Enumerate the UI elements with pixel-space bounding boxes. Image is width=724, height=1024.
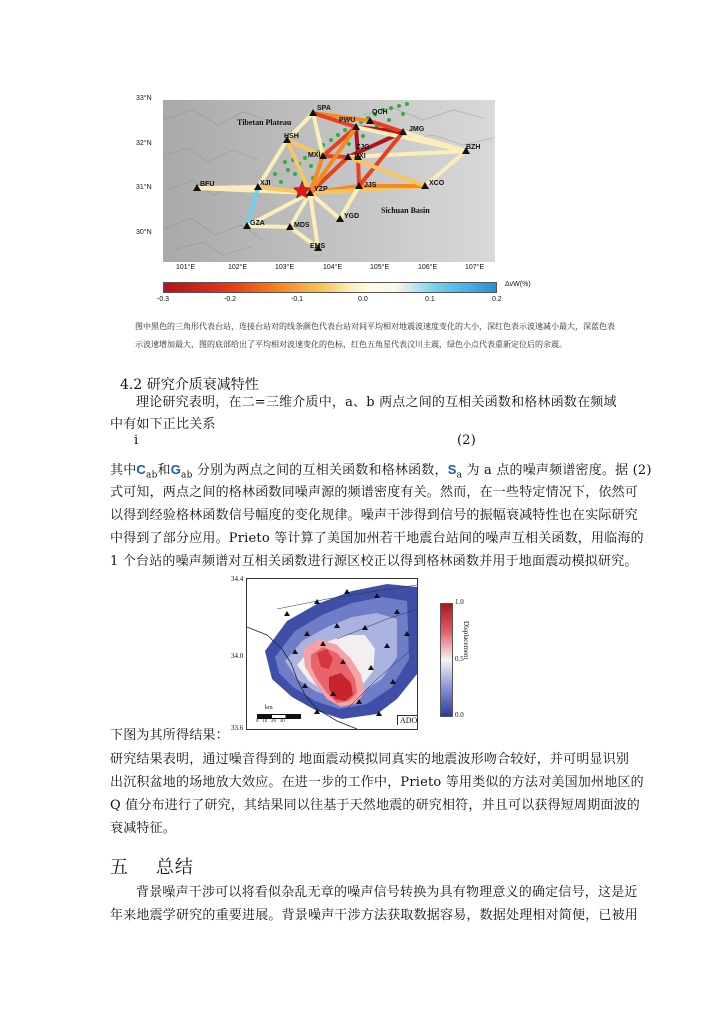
equation-placeholder: i (134, 433, 139, 448)
paragraph-line: 中得到了部分应用。Prieto 等计算了美国加州若干地震台站间的噪声互相关函数，用临海的 (110, 531, 644, 546)
station-label: SPA (317, 105, 331, 112)
lon-label: 103°E (275, 264, 295, 271)
lat-label: 34.0 (231, 652, 244, 660)
station-label: XJI (260, 180, 271, 187)
station-label: BFU (200, 181, 215, 188)
figure-1-caption: 图中黑色的三角形代表台站，连接台站对的线条颜色代表台站对间平均相对地震波速度变化的大小，深红色表示波速减小最大，深蓝色表示波速增加最大，图的底部给出了平均相对波速变化的色标，红色五角星代表汶川主震，绿色小点代表重新定位后的余震。 (135, 322, 615, 349)
paragraph-line: 以得到经验格林函数信号幅度的变化规律。噪声干涉得到信号的振幅衰减特性也在实际研究 (110, 508, 639, 523)
station-label: MDS (294, 222, 310, 229)
colorbar-unit: ΔvW(%) (505, 281, 531, 288)
section-heading: 4.2 研究介质衰减特性 (120, 377, 259, 393)
lon-label: 107°E (465, 264, 485, 271)
station-label-ado: ADO (397, 715, 418, 725)
colorbar-tick: -0.3 (157, 296, 170, 303)
text-run: 其中 (110, 463, 137, 478)
colorbar-tick: 0.5 (455, 655, 464, 663)
station-label: EMS (310, 243, 326, 250)
lon-label: 105°E (370, 264, 390, 271)
station-label: PWU (339, 117, 356, 124)
colorbar-tick: 0.0 (455, 711, 464, 719)
paragraph-line: 式可知，两点之间的格林函数同噪声源的频谱密度有关。然而，在一些特定情况下，依然可 (110, 485, 639, 500)
region-label-plateau: Tibetan Plateau (237, 118, 292, 127)
station-label: ZJG (356, 144, 370, 151)
subscript: ab (146, 470, 158, 481)
lat-label: 31°N (136, 184, 152, 191)
region-label-basin: Sichuan Basin (381, 206, 430, 215)
figure-2-intro: 下图为其所得结果： (110, 728, 229, 743)
lon-label: 104°E (323, 264, 343, 271)
scale-ticks: 0 10 20 30 (256, 719, 285, 724)
paragraph-line: 年来地震学研究的重要进展。背景噪声干涉方法获取数据容易，数据处理相对简便，已被用 (110, 908, 639, 923)
lon-label: 106°E (418, 264, 438, 271)
station-label: GZA (250, 220, 265, 227)
paragraph-line: Q 值分布进行了研究，其结果同以往基于天然地震的研究相符，并且可以获得短周期面波的 (110, 798, 640, 813)
paragraph-line: 研究结果表明，通过噪音得到的 地面震动模拟同真实的地震波形吻合较好，并可明显识别 (110, 752, 630, 767)
paragraph-line: 1 个台站的噪声频谱对互相关函数进行源区校正以得到格林函数并用于地面震动模拟研究。 (110, 554, 638, 569)
symbol-s: S (447, 462, 457, 477)
colorbar-tick: -0.2 (224, 296, 237, 303)
lat-label: 33°N (136, 95, 152, 102)
lon-label: 102°E (228, 264, 248, 271)
station-label: YZP (314, 186, 328, 193)
station-label: QCH (372, 109, 388, 116)
paragraph-line: 背景噪声干涉可以将看似杂乱无章的噪声信号转换为具有物理意义的确定信号，这是近 (136, 885, 638, 900)
subscript: a (456, 470, 463, 481)
text-run: 为 a 点的噪声频谱密度。据 (2) (462, 463, 652, 478)
lat-label: 30°N (136, 229, 152, 236)
paragraph-line: 出沉积盆地的场地放大效应。在进一步的工作中，Prieto 等用类似的方法对美国加州地区的 (110, 775, 644, 790)
station-label: YGD (344, 213, 360, 220)
station-label: BZH (466, 144, 481, 151)
colorbar-tick: 0.2 (492, 296, 502, 303)
lat-label: 34.4 (231, 575, 244, 583)
station-label: JJS (364, 182, 377, 189)
velocity-colorbar (163, 282, 497, 293)
station-label: JMG (409, 126, 425, 133)
map-panel (163, 100, 495, 262)
station-label: HSH (284, 133, 299, 140)
paragraph-line: 衰减特征。 (110, 821, 177, 836)
station-label: AXI (354, 153, 366, 160)
lon-label: 101°E (176, 264, 196, 271)
colorbar-label: Displacement (462, 621, 470, 660)
displacement-map (246, 578, 418, 730)
colorbar-tick: 0.0 (358, 296, 368, 303)
subscript: ab (181, 470, 193, 481)
colorbar-tick: 1.0 (455, 598, 464, 606)
section-title: 五 总结 (110, 857, 194, 878)
station-label: MXI (308, 152, 321, 159)
station-label: XCO (429, 180, 445, 187)
text-run: 和 (157, 463, 171, 478)
equation-number: (2) (457, 433, 477, 448)
colorbar-tick: -0.1 (291, 296, 304, 303)
text-run: 分别为两点之间的互相关函数和格林函数， (192, 463, 448, 478)
lat-label: 32°N (136, 140, 152, 147)
symbol-c: C (136, 462, 146, 477)
scale-label: km (265, 705, 273, 711)
displacement-colorbar (440, 603, 453, 717)
lat-label: 33.6 (231, 724, 244, 732)
colorbar-tick: 0.1 (425, 296, 435, 303)
paragraph: 理论研究表明，在二=三维介质中，a、b 两点之间的互相关函数和格林函数在频域中有如下正比关系 (110, 395, 617, 432)
symbol-g: G (170, 462, 182, 477)
